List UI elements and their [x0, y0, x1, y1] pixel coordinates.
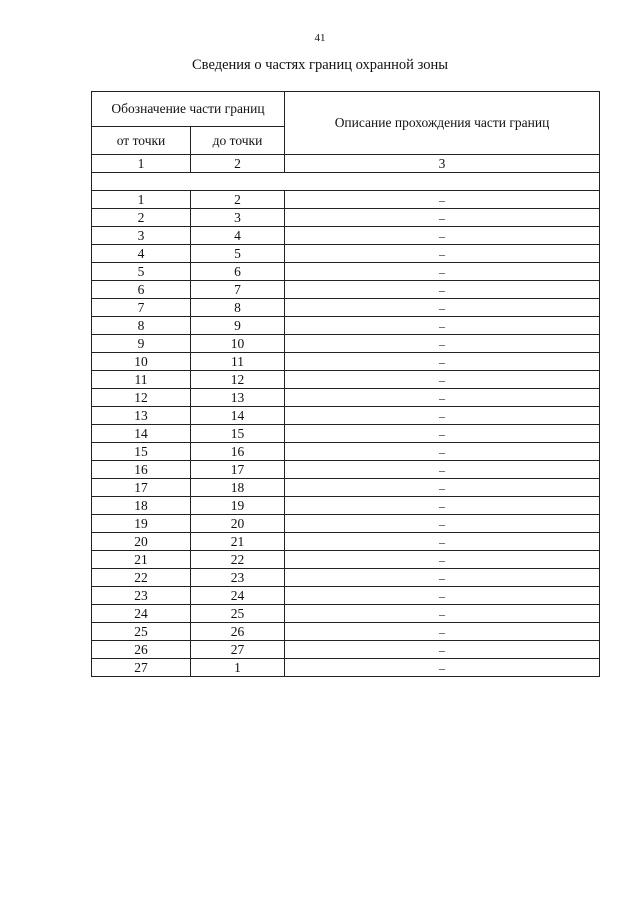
description-cell: –	[285, 299, 600, 317]
to-point-cell: 8	[191, 299, 285, 317]
table-row	[92, 623, 600, 641]
table-row	[92, 497, 600, 515]
from-point-cell: 21	[92, 551, 191, 569]
from-point-cell: 5	[92, 263, 191, 281]
table-row	[92, 191, 600, 209]
header-boundary-designation: Обозначение части границ	[92, 92, 285, 127]
column-number: 1	[92, 155, 191, 173]
from-point-cell: 19	[92, 515, 191, 533]
description-cell: –	[285, 497, 600, 515]
table-row	[92, 317, 600, 335]
from-point-cell: 6	[92, 281, 191, 299]
from-point-cell: 27	[92, 659, 191, 677]
to-point-cell: 19	[191, 497, 285, 515]
header-from-point: от точки	[92, 127, 191, 155]
from-point-cell: 24	[92, 605, 191, 623]
table-row	[92, 245, 600, 263]
description-cell: –	[285, 605, 600, 623]
from-point-cell: 14	[92, 425, 191, 443]
to-point-cell: 26	[191, 623, 285, 641]
to-point-cell: 6	[191, 263, 285, 281]
page-number: 41	[314, 32, 326, 44]
table-row	[92, 533, 600, 551]
from-point-cell: 7	[92, 299, 191, 317]
from-point-cell: 23	[92, 587, 191, 605]
table-row	[92, 227, 600, 245]
to-point-cell: 11	[191, 353, 285, 371]
table-row	[92, 281, 600, 299]
column-number-row	[92, 155, 600, 173]
from-point-cell: 17	[92, 479, 191, 497]
description-cell: –	[285, 623, 600, 641]
from-point-cell: 12	[92, 389, 191, 407]
to-point-cell: 1	[191, 659, 285, 677]
from-point-cell: 10	[92, 353, 191, 371]
to-point-cell: 17	[191, 461, 285, 479]
to-point-cell: 13	[191, 389, 285, 407]
description-cell: –	[285, 389, 600, 407]
description-cell: –	[285, 263, 600, 281]
empty-separator-row	[92, 173, 600, 191]
to-point-cell: 18	[191, 479, 285, 497]
from-point-cell: 4	[92, 245, 191, 263]
description-cell: –	[285, 191, 600, 209]
empty-cell	[92, 173, 600, 191]
to-point-cell: 20	[191, 515, 285, 533]
table-row	[92, 335, 600, 353]
from-point-cell: 9	[92, 335, 191, 353]
description-cell: –	[285, 353, 600, 371]
description-cell: –	[285, 425, 600, 443]
to-point-cell: 15	[191, 425, 285, 443]
to-point-cell: 7	[191, 281, 285, 299]
table-row	[92, 659, 600, 677]
table-row	[92, 389, 600, 407]
from-point-cell: 15	[92, 443, 191, 461]
table-row	[92, 605, 600, 623]
from-point-cell: 8	[92, 317, 191, 335]
description-cell: –	[285, 443, 600, 461]
to-point-cell: 24	[191, 587, 285, 605]
to-point-cell: 16	[191, 443, 285, 461]
to-point-cell: 21	[191, 533, 285, 551]
description-cell: –	[285, 245, 600, 263]
description-cell: –	[285, 551, 600, 569]
description-cell: –	[285, 587, 600, 605]
to-point-cell: 5	[191, 245, 285, 263]
table-row	[92, 425, 600, 443]
description-cell: –	[285, 371, 600, 389]
description-cell: –	[285, 227, 600, 245]
table-row	[92, 209, 600, 227]
from-point-cell: 18	[92, 497, 191, 515]
from-point-cell: 16	[92, 461, 191, 479]
from-point-cell: 1	[92, 191, 191, 209]
to-point-cell: 9	[191, 317, 285, 335]
description-cell: –	[285, 209, 600, 227]
column-number: 3	[285, 155, 600, 173]
from-point-cell: 26	[92, 641, 191, 659]
header-to-point: до точки	[191, 127, 285, 155]
table-row	[92, 407, 600, 425]
table-row	[92, 461, 600, 479]
description-cell: –	[285, 317, 600, 335]
table-row	[92, 551, 600, 569]
from-point-cell: 2	[92, 209, 191, 227]
description-cell: –	[285, 659, 600, 677]
from-point-cell: 25	[92, 623, 191, 641]
to-point-cell: 14	[191, 407, 285, 425]
from-point-cell: 20	[92, 533, 191, 551]
description-cell: –	[285, 515, 600, 533]
table-row	[92, 515, 600, 533]
column-number: 2	[191, 155, 285, 173]
table-row	[92, 587, 600, 605]
header-row-top	[92, 92, 600, 127]
description-cell: –	[285, 461, 600, 479]
document-title: Сведения о частях границ охранной зоны	[192, 57, 448, 73]
from-point-cell: 11	[92, 371, 191, 389]
to-point-cell: 3	[191, 209, 285, 227]
table-row	[92, 479, 600, 497]
table-row	[92, 353, 600, 371]
description-cell: –	[285, 407, 600, 425]
to-point-cell: 25	[191, 605, 285, 623]
table-row	[92, 263, 600, 281]
table-row	[92, 443, 600, 461]
to-point-cell: 22	[191, 551, 285, 569]
to-point-cell: 12	[191, 371, 285, 389]
table-row	[92, 299, 600, 317]
from-point-cell: 3	[92, 227, 191, 245]
description-cell: –	[285, 281, 600, 299]
table-row	[92, 371, 600, 389]
from-point-cell: 13	[92, 407, 191, 425]
table-row	[92, 641, 600, 659]
description-cell: –	[285, 335, 600, 353]
boundary-parts-table	[91, 91, 600, 677]
description-cell: –	[285, 641, 600, 659]
table-row	[92, 569, 600, 587]
to-point-cell: 27	[191, 641, 285, 659]
description-cell: –	[285, 533, 600, 551]
to-point-cell: 10	[191, 335, 285, 353]
from-point-cell: 22	[92, 569, 191, 587]
to-point-cell: 23	[191, 569, 285, 587]
description-cell: –	[285, 569, 600, 587]
header-boundary-description: Описание прохождения части границ	[285, 92, 600, 155]
description-cell: –	[285, 479, 600, 497]
to-point-cell: 2	[191, 191, 285, 209]
to-point-cell: 4	[191, 227, 285, 245]
